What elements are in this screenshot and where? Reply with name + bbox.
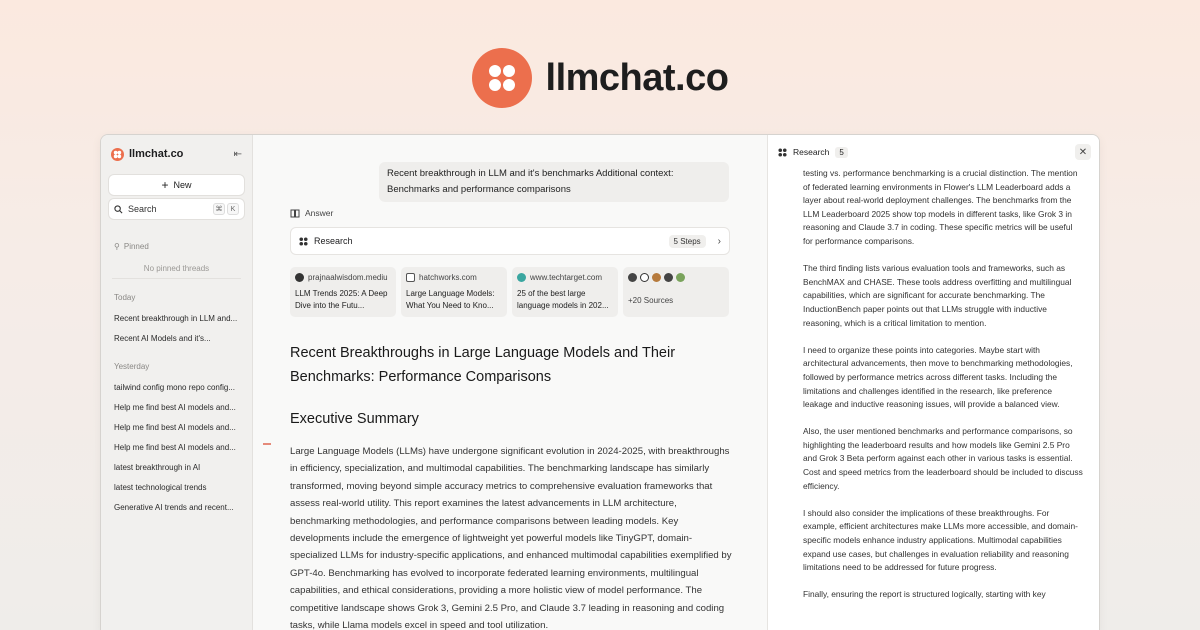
- close-icon: ✕: [1078, 146, 1088, 158]
- medium-icon: [295, 273, 304, 282]
- pin-icon: ⚲: [114, 242, 120, 251]
- new-thread-button[interactable]: [108, 174, 245, 196]
- thread-item[interactable]: latest technological trends: [114, 482, 207, 492]
- today-label: Today: [114, 293, 136, 302]
- source-card[interactable]: [290, 267, 396, 317]
- source-domain: hatchworks.com: [419, 273, 477, 282]
- sidebar-brand[interactable]: [111, 148, 183, 161]
- answer-subheading: Executive Summary: [290, 411, 419, 427]
- search-icon: [114, 205, 123, 214]
- search-shortcut: [213, 203, 239, 215]
- panel-paragraph: Finally, ensuring the report is structured logically, starting with key: [803, 589, 1046, 600]
- collapse-sidebar-icon[interactable]: ⇤: [233, 148, 242, 160]
- thread-item[interactable]: Generative AI trends and recent...: [114, 502, 234, 512]
- panel-count-badge: 5: [835, 147, 847, 158]
- brand-logo-icon: [472, 48, 532, 108]
- panel-title: Research: [793, 147, 830, 157]
- sidebar: [101, 135, 253, 630]
- steps-badge: 5 Steps: [669, 235, 706, 248]
- source-title: LLM Trends 2025: A Deep Dive into the Futu...: [295, 289, 388, 310]
- pinned-section-label: [108, 242, 245, 251]
- search-label: Search: [128, 204, 157, 214]
- yesterday-label: Yesterday: [114, 362, 150, 371]
- thread-item[interactable]: Recent AI Models and it's...: [114, 333, 211, 343]
- source-favicons: [628, 273, 724, 282]
- k-key: K: [227, 203, 239, 215]
- more-sources-card[interactable]: [623, 267, 729, 317]
- panel-paragraph: testing vs. performance benchmarking is a crucial distinction. The mention of federated learning environments in Flower's LLM Leaderboard adds a layer about real-world deployment challenges. The benchmarks from the LLM Leaderboard 2025 show top models in different tasks, like Grok 3 in reasoning and Claude 3.7 in coding. These specific metrics will be useful for performance comparisons.: [803, 168, 1078, 246]
- sources-row: [290, 267, 732, 317]
- source-domain: www.techtarget.com: [530, 273, 603, 282]
- favicon-icon: [628, 273, 637, 282]
- answer-heading: Recent Breakthroughs in Large Language Models and Their Benchmarks: Performance Comparisons: [290, 345, 676, 385]
- research-label: Research: [314, 236, 353, 246]
- more-sources-count: +20 Sources: [628, 296, 674, 305]
- app-window: [100, 134, 1100, 630]
- thread-item[interactable]: tailwind config mono repo config...: [114, 382, 235, 392]
- research-panel: [767, 135, 1100, 630]
- answer-label: [290, 208, 333, 218]
- research-icon: [778, 148, 787, 157]
- techtarget-icon: [517, 273, 526, 282]
- close-panel-button[interactable]: [1075, 144, 1091, 160]
- sidebar-title: llmchat.co: [129, 148, 184, 160]
- source-card[interactable]: [512, 267, 618, 317]
- panel-paragraph: I need to organize these points into categories. Maybe start with architectural advancements, then move to benchmarking methodologies, followed by performance metrics across different tasks. Including the limitations and challenges identified in the research, like preference leakage and inductive reasoning issues, will provide a balanced view.: [803, 344, 1073, 410]
- thread-item[interactable]: latest breakthrough in AI: [114, 462, 201, 472]
- favicon-icon: [640, 273, 649, 282]
- favicon-icon: [652, 273, 661, 282]
- new-thread-label: New: [173, 180, 192, 190]
- main-chat: [253, 135, 767, 630]
- source-title: 25 of the best large language models in 202...: [517, 289, 609, 310]
- source-title: Large Language Models: What You Need to Kno...: [406, 289, 495, 310]
- panel-body: [803, 167, 1083, 616]
- search-button[interactable]: [108, 198, 245, 220]
- answer-paragraph: Large Language Models (LLMs) have undergone significant evolution in 2024-2025, with breakthroughs in efficiency, specialization, and multimodal capabilities. The benchmarking landscape has similarly transformed, moving beyond simple accuracy metrics to comprehensive evaluation frameworks that assess real-world utility. This report examines the latest advancements in LLM architecture, benchmarking methodologies, and performance comparisons between leading models. Key developments include the emergence of lightweight yet powerful models like TinyGPT, domain-specialized LLMs for industry-specific applications, and enhanced multimodal capabilities exemplified by GPT-4o. Benchmarking has evolved to incorporate federated learning environments, multilingual capabilities, and ethical considerations, providing a more holistic view of model performance. The competitive landscape shows Grok 3, Gemini 2.5 Pro, and Claude 3.7 leading in reasoning and coding tasks, while Llama models excel in speed and tool utilization.: [290, 446, 732, 630]
- research-icon: [299, 237, 308, 246]
- thread-item[interactable]: Help me find best AI models and...: [114, 442, 236, 452]
- panel-paragraph: I should also consider the implications of these breakthroughs. For example, efficient architectures make LLMs more accessible, and domain-specific models enhance industry applications. Multimodal capabilities expand use cases, but challenges in evaluation reliability and reasoning limitations need to be addressed for future progress.: [803, 507, 1078, 573]
- hatchworks-icon: [406, 273, 415, 282]
- answer-label-text: Answer: [305, 208, 334, 218]
- thread-item[interactable]: Help me find best AI models and...: [114, 422, 236, 432]
- paragraph-marker: [263, 443, 271, 445]
- brand-header: [0, 48, 1200, 108]
- cmd-key: ⌘: [213, 203, 225, 215]
- thread-item[interactable]: Recent breakthrough in LLM and...: [114, 313, 238, 323]
- panel-paragraph: The third finding lists various evaluation tools and frameworks, such as BenchMAX and CHASE. These tools address overfitting and multilingual capabilities, which are significant for accurate benchmarking. The InductionBench paper points out that LLMs struggle with inductive reasoning, which is a critical limitation to mention.: [803, 263, 1072, 328]
- brand-name: llmchat.co: [545, 56, 729, 99]
- source-domain: prajnaalwisdom.mediu: [308, 273, 388, 282]
- user-message: Recent breakthrough in LLM and it's benchmarks Additional context: Benchmarks and performance comparisons: [379, 162, 729, 202]
- pinned-empty-text: No pinned threads: [112, 259, 241, 279]
- panel-paragraph: Also, the user mentioned benchmarks and performance comparisons, so highlighting the leaderboard results and how models like Gemini 2.5 Pro and Grok 3 Beta perform against each other in various tasks is essential. Cost and speed metrics from the leaderboard should be included to discuss efficiency.: [803, 426, 1083, 491]
- plus-icon: +: [161, 178, 169, 192]
- thread-item[interactable]: Help me find best AI models and...: [114, 402, 236, 412]
- favicon-icon: [664, 273, 673, 282]
- source-card[interactable]: [401, 267, 507, 317]
- research-steps-button[interactable]: [290, 227, 730, 255]
- sidebar-logo-icon: [111, 148, 124, 161]
- chevron-right-icon: ›: [717, 235, 721, 247]
- book-icon: [290, 209, 300, 218]
- pinned-label: Pinned: [123, 242, 149, 251]
- favicon-icon: [676, 273, 685, 282]
